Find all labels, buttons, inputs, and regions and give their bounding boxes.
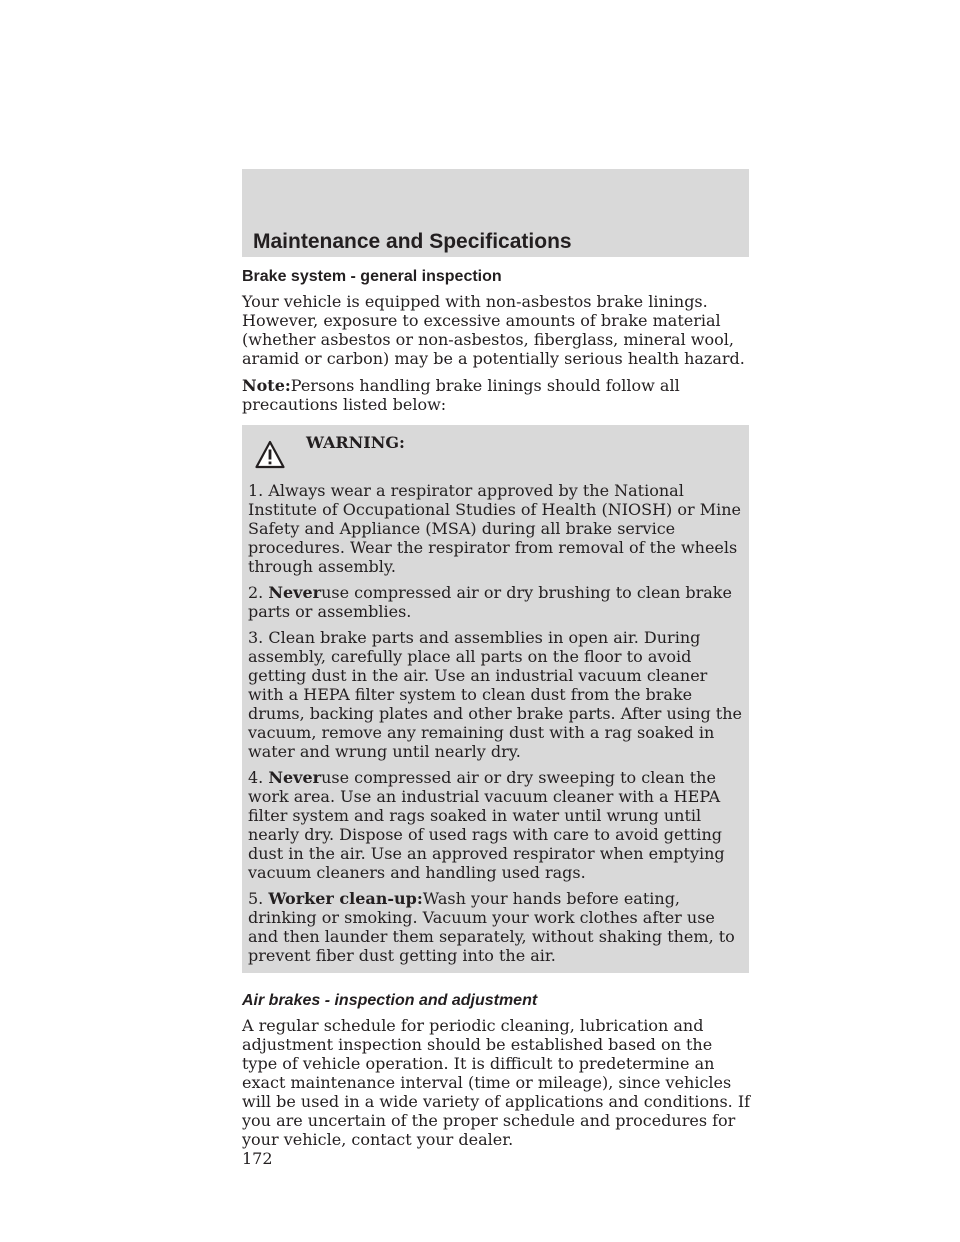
- warning-box: [242, 425, 749, 973]
- warning-item-4-emphasis: Never: [268, 768, 322, 787]
- warning-title: WARNING:: [306, 433, 405, 452]
- warning-item-5-text: Wash your hands before eating, drinking or smoking. Vacuum your work clothes after use and then launder them separately, without shaking them, to prevent fiber dust getting into the air.: [248, 889, 735, 965]
- warning-item-1: 1. Always wear a respirator approved by the National Institute of Occupational Studies of Health (NIOSH) or Mine Safety and Appliance (MSA) during all brake service procedures. Wear the respirator from removal of the wheels through assembly.: [248, 481, 742, 576]
- warning-item-2-number: 2.: [248, 583, 269, 602]
- warning-item-5-number: 5.: [248, 889, 269, 908]
- warning-item-4-number: 4.: [248, 768, 269, 787]
- warning-item-3: 3. Clean brake parts and assemblies in open air. During assembly, carefully place all parts on the floor to avoid getting dust in the air. Use an industrial vacuum cleaner with a HEPA filter system to clean dust from the brake drums, backing plates and other brake parts. After using the vacuum, remove any remaining dust with a rag soaked in water and wrung until nearly dry.: [248, 628, 742, 761]
- page-number: 172: [242, 1149, 273, 1168]
- air-brakes-paragraph: A regular schedule for periodic cleaning, lubrication and adjustment inspection should be established based on the type of vehicle operation. It is difficult to predetermine an exact maintenance interval (time or mileage), since vehicles will be used in a wide variety of applications and conditions. If you are uncertain of the proper schedule and procedures for your vehicle, contact your dealer.: [242, 1016, 751, 1149]
- warning-item-5: [242, 889, 749, 965]
- warning-item-2: [242, 583, 749, 621]
- chapter-header: [242, 169, 749, 257]
- warning-triangle-icon: [255, 440, 285, 470]
- note-paragraph: [242, 376, 752, 414]
- brake-linings-paragraph: Your vehicle is equipped with non-asbestos brake linings. However, exposure to excessive amounts of brake material (whether asbestos or non-asbestos, fiberglass, mineral wool, aramid or carbon) may be a potentially serious health hazard.: [242, 292, 745, 368]
- section-heading-air-brakes: Air brakes - inspection and adjustment: [242, 992, 538, 1009]
- warning-item-4: [242, 768, 749, 882]
- warning-header: [242, 434, 749, 476]
- warning-item-2-text: use compressed air or dry brushing to clean brake parts or assemblies.: [248, 583, 732, 621]
- air-brakes-section: [242, 991, 752, 1168]
- warning-item-4-text: use compressed air or dry sweeping to clean the work area. Use an industrial vacuum cleaner with a HEPA filter system and rags soaked in water until wrung until nearly dry. Dispose of used rags with care to avoid getting dust in the air. Use an approved respirator when emptying vacuum cleaners and handling used rags.: [248, 768, 725, 882]
- note-label: Note:: [242, 376, 291, 395]
- warning-item-5-emphasis: Worker clean-up:: [268, 889, 423, 908]
- note-text: Persons handling brake linings should follow all precautions listed below:: [242, 376, 680, 414]
- warning-item-2-emphasis: Never: [268, 583, 322, 602]
- chapter-title: Maintenance and Specifications: [253, 230, 572, 253]
- section-heading-brake-inspection: Brake system - general inspection: [242, 268, 502, 285]
- page-content: [242, 267, 752, 1168]
